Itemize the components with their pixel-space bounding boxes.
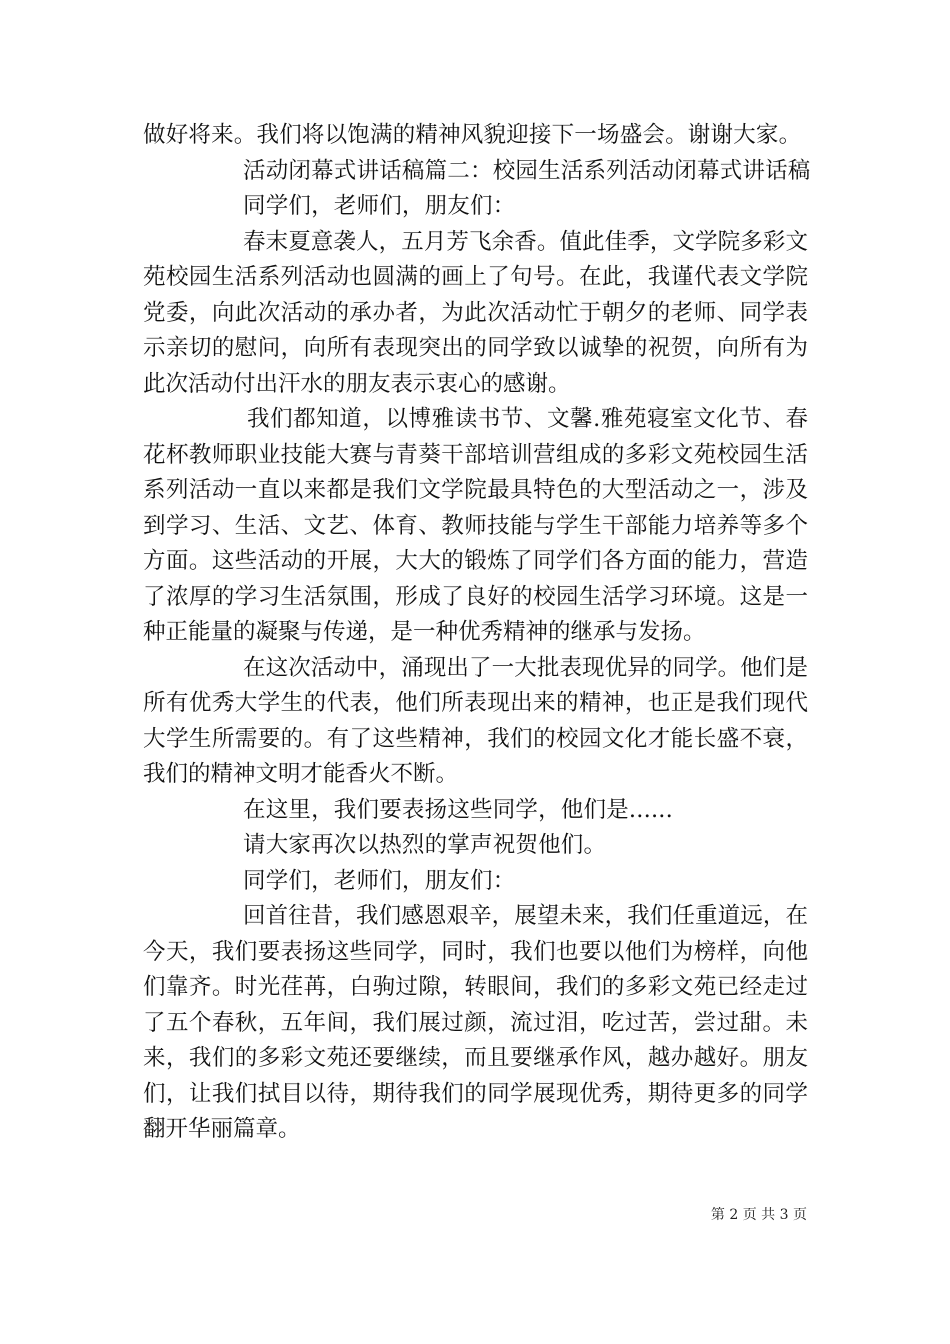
document-body [143, 118, 811, 1148]
paragraph: 在这里，我们要表扬这些同学，他们是...... [243, 796, 674, 823]
salutation: 同学们，老师们，朋友们： [243, 867, 516, 894]
page-number: 第 2 页 共 3 页 [710, 1207, 807, 1223]
paragraph-continuation: 做好将来。我们将以饱满的精神风貌迎接下一场盛会。谢谢大家。 [143, 122, 802, 148]
paragraph: 回首往昔，我们感恩艰辛，展望未来，我们任重道远，在今天，我们要表扬这些同学，同时，我们也要以他们为榜样，向他们靠齐。时光荏苒，白驹过隙，转眼间，我们的多彩文苑已经走过了五个春秋，五年间，我们展过颜，流过泪，吃过苦，尝过甜。未来，我们的多彩文苑还要继续，而且要继承作风，越办越好。朋友们，让我们拭目以待，期待我们的同学展现优秀，期待更多的同学翻开华丽篇章。 [143, 903, 808, 1142]
section-heading: 活动闭幕式讲话稿篇二：校园生活系列活动闭幕式讲话稿 [243, 157, 811, 184]
paragraph: 我们都知道，以博雅读书节、文馨.雅苑寝室文化节、春花杯教师职业技能大赛与青葵干部培训营组成的多彩文苑校园生活系列活动一直以来都是我们文学院最具特色的大型活动之一，涉及到学习、生活、文艺、体育、教师技能与学生干部能力培养等多个方面。这些活动的开展，大大的锻炼了同学们各方面的能力，营造了浓厚的学习生活氛围，形成了良好的校园生活学习环境。这是一种正能量的凝聚与传递，是一种优秀精神的继承与发扬。 [143, 406, 808, 645]
paragraph: 请大家再次以热烈的掌声祝贺他们。 [243, 832, 607, 858]
salutation: 同学们，老师们，朋友们： [243, 193, 516, 219]
paragraph: 春末夏意袭人，五月芳飞余香。值此佳季，文学院多彩文苑校园生活系列活动也圆满的画上了句号。在此，我谨代表文学院党委，向此次活动的承办者，为此次活动忙于朝夕的老师、同学表示亲切的慰问，向所有表现突出的同学致以诚挚的祝贺，向所有为此次活动付出汗水的朋友表示衷心的感谢。 [143, 228, 808, 397]
paragraph: 在这次活动中，涌现出了一大批表现优异的同学。他们是所有优秀大学生的代表，他们所表现出来的精神，也正是我们现代大学生所需要的。有了这些精神，我们的校园文化才能长盛不衰，我们的精神文明才能香火不断。 [143, 654, 808, 787]
